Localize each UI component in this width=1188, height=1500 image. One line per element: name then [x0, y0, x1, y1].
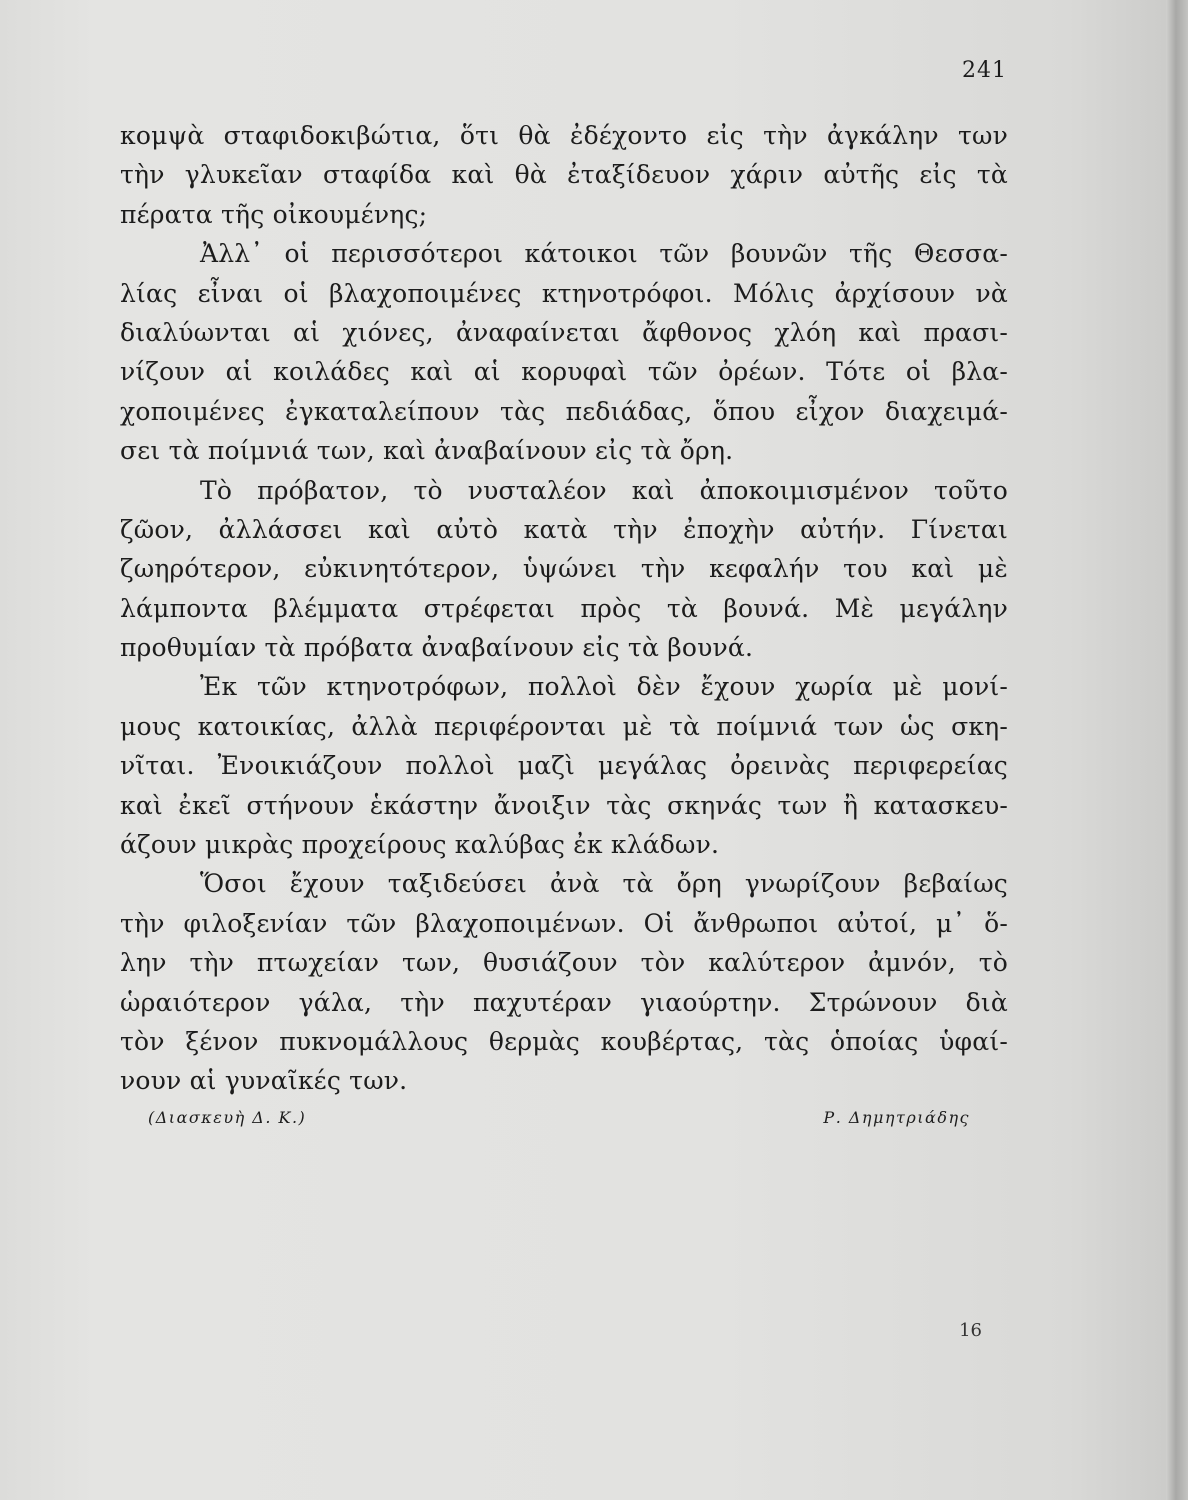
text-line: άζουν μικρὰς προχείρους καλύβας ἐκ κλάδων.	[120, 830, 720, 860]
paragraph	[120, 864, 1008, 1100]
text-line: νίζουν αἱ κοιλάδες καὶ αἱ κορυφαὶ τῶν ὀρέων. Τότε οἱ βλα-	[120, 357, 1008, 387]
text-line: σει τὰ ποίμνιά των, καὶ ἀναβαίνουν εἰς τὰ ὄρη.	[120, 436, 734, 466]
text-line: Ὅσοι ἔχουν ταξιδεύσει ἀνὰ τὰ ὄρη γνωρίζουν βεβαίως	[200, 869, 1008, 899]
text-line: λάμποντα βλέμματα στρέφεται πρὸς τὰ βουνά. Μὲ μεγάλην	[120, 593, 1008, 623]
text-line: λην τὴν πτωχείαν των, θυσιάζουν τὸν καλύτερον ἀμνόν, τὸ	[120, 948, 1008, 978]
adaptation-credit: (Διασκευὴ Δ. Κ.)	[148, 1108, 307, 1127]
text-line: νῖται. Ἐνοικιάζουν πολλοὶ μαζὶ μεγάλας ὀρεινὰς περιφερείας	[120, 751, 1008, 781]
text-line: τὸν ξένον πυκνομάλλους θερμὰς κουβέρτας, τὰς ὁποίας ὑφαί-	[120, 1026, 1008, 1056]
text-line: τὴν φιλοξενίαν τῶν βλαχοποιμένων. Οἱ ἄνθρωποι αὐτοί, μ᾽ ὅ-	[120, 908, 1008, 938]
paragraph	[120, 116, 1008, 234]
author-name: Ρ. Δημητριάδης	[823, 1108, 970, 1127]
text-line: κομψὰ σταφιδοκιβώτια, ὅτι θὰ ἐδέχοντο εἰς τὴν ἀγκάλην των	[120, 121, 1008, 150]
text-line: Ἐκ τῶν κτηνοτρόφων, πολλοὶ δὲν ἔχουν χωρία μὲ μονί-	[200, 672, 1008, 702]
text-line: προθυμίαν τὰ πρόβατα ἀναβαίνουν εἰς τὰ βουνά.	[120, 633, 754, 663]
text-line: μους κατοικίας, ἀλλὰ περιφέρονται μὲ τὰ ποίμνιά των ὡς σκη-	[120, 711, 1008, 741]
text-line: πέρατα τῆς οἰκουμένης;	[120, 199, 428, 229]
paragraph	[120, 471, 1008, 668]
text-line: ὡραιότερον γάλα, τὴν παχυτέραν γιαούρτην. Στρώνουν διὰ	[120, 987, 1008, 1017]
paragraph	[120, 667, 1008, 864]
text-line: διαλύωνται αἱ χιόνες, ἀναφαίνεται ἄφθονος χλόη καὶ πρασι-	[120, 317, 1008, 347]
text-line: τὴν γλυκεῖαν σταφίδα καὶ θὰ ἐταξίδευον χάριν αὐτῆς εἰς τὰ	[120, 160, 1008, 190]
page-number: 241	[962, 58, 1007, 83]
text-line: Τὸ πρόβατον, τὸ νυσταλέον καὶ ἀποκοιμισμένον τοῦτο	[200, 475, 1008, 505]
text-line: καὶ ἐκεῖ στήνουν ἑκάστην ἄνοιξιν τὰς σκηνάς των ἢ κατασκευ-	[120, 790, 1008, 820]
text-line: λίας εἶναι οἱ βλαχοποιμένες κτηνοτρόφοι. Μόλις ἀρχίσουν νὰ	[120, 278, 1008, 308]
paragraph	[120, 234, 1008, 470]
text-line: χοποιμένες ἐγκαταλείπουν τὰς πεδιάδας, ὅπου εἶχον διαχειμά-	[120, 396, 1008, 426]
body-text	[120, 116, 1008, 1101]
text-line: ζωηρότερον, εὐκινητότερον, ὑψώνει τὴν κεφαλήν του καὶ μὲ	[120, 554, 1008, 584]
text-line: Ἀλλ᾽ οἱ περισσότεροι κάτοικοι τῶν βουνῶν τῆς Θεσσα-	[200, 239, 1008, 269]
page-binding-edge	[1166, 0, 1188, 1500]
text-line: νουν αἱ γυναῖκές των.	[120, 1066, 408, 1096]
sheet-number: 16	[959, 1320, 982, 1341]
text-line: ζῶον, ἀλλάσσει καὶ αὐτὸ κατὰ τὴν ἐποχὴν αὐτήν. Γίνεται	[120, 514, 1008, 544]
credits	[120, 1108, 970, 1138]
